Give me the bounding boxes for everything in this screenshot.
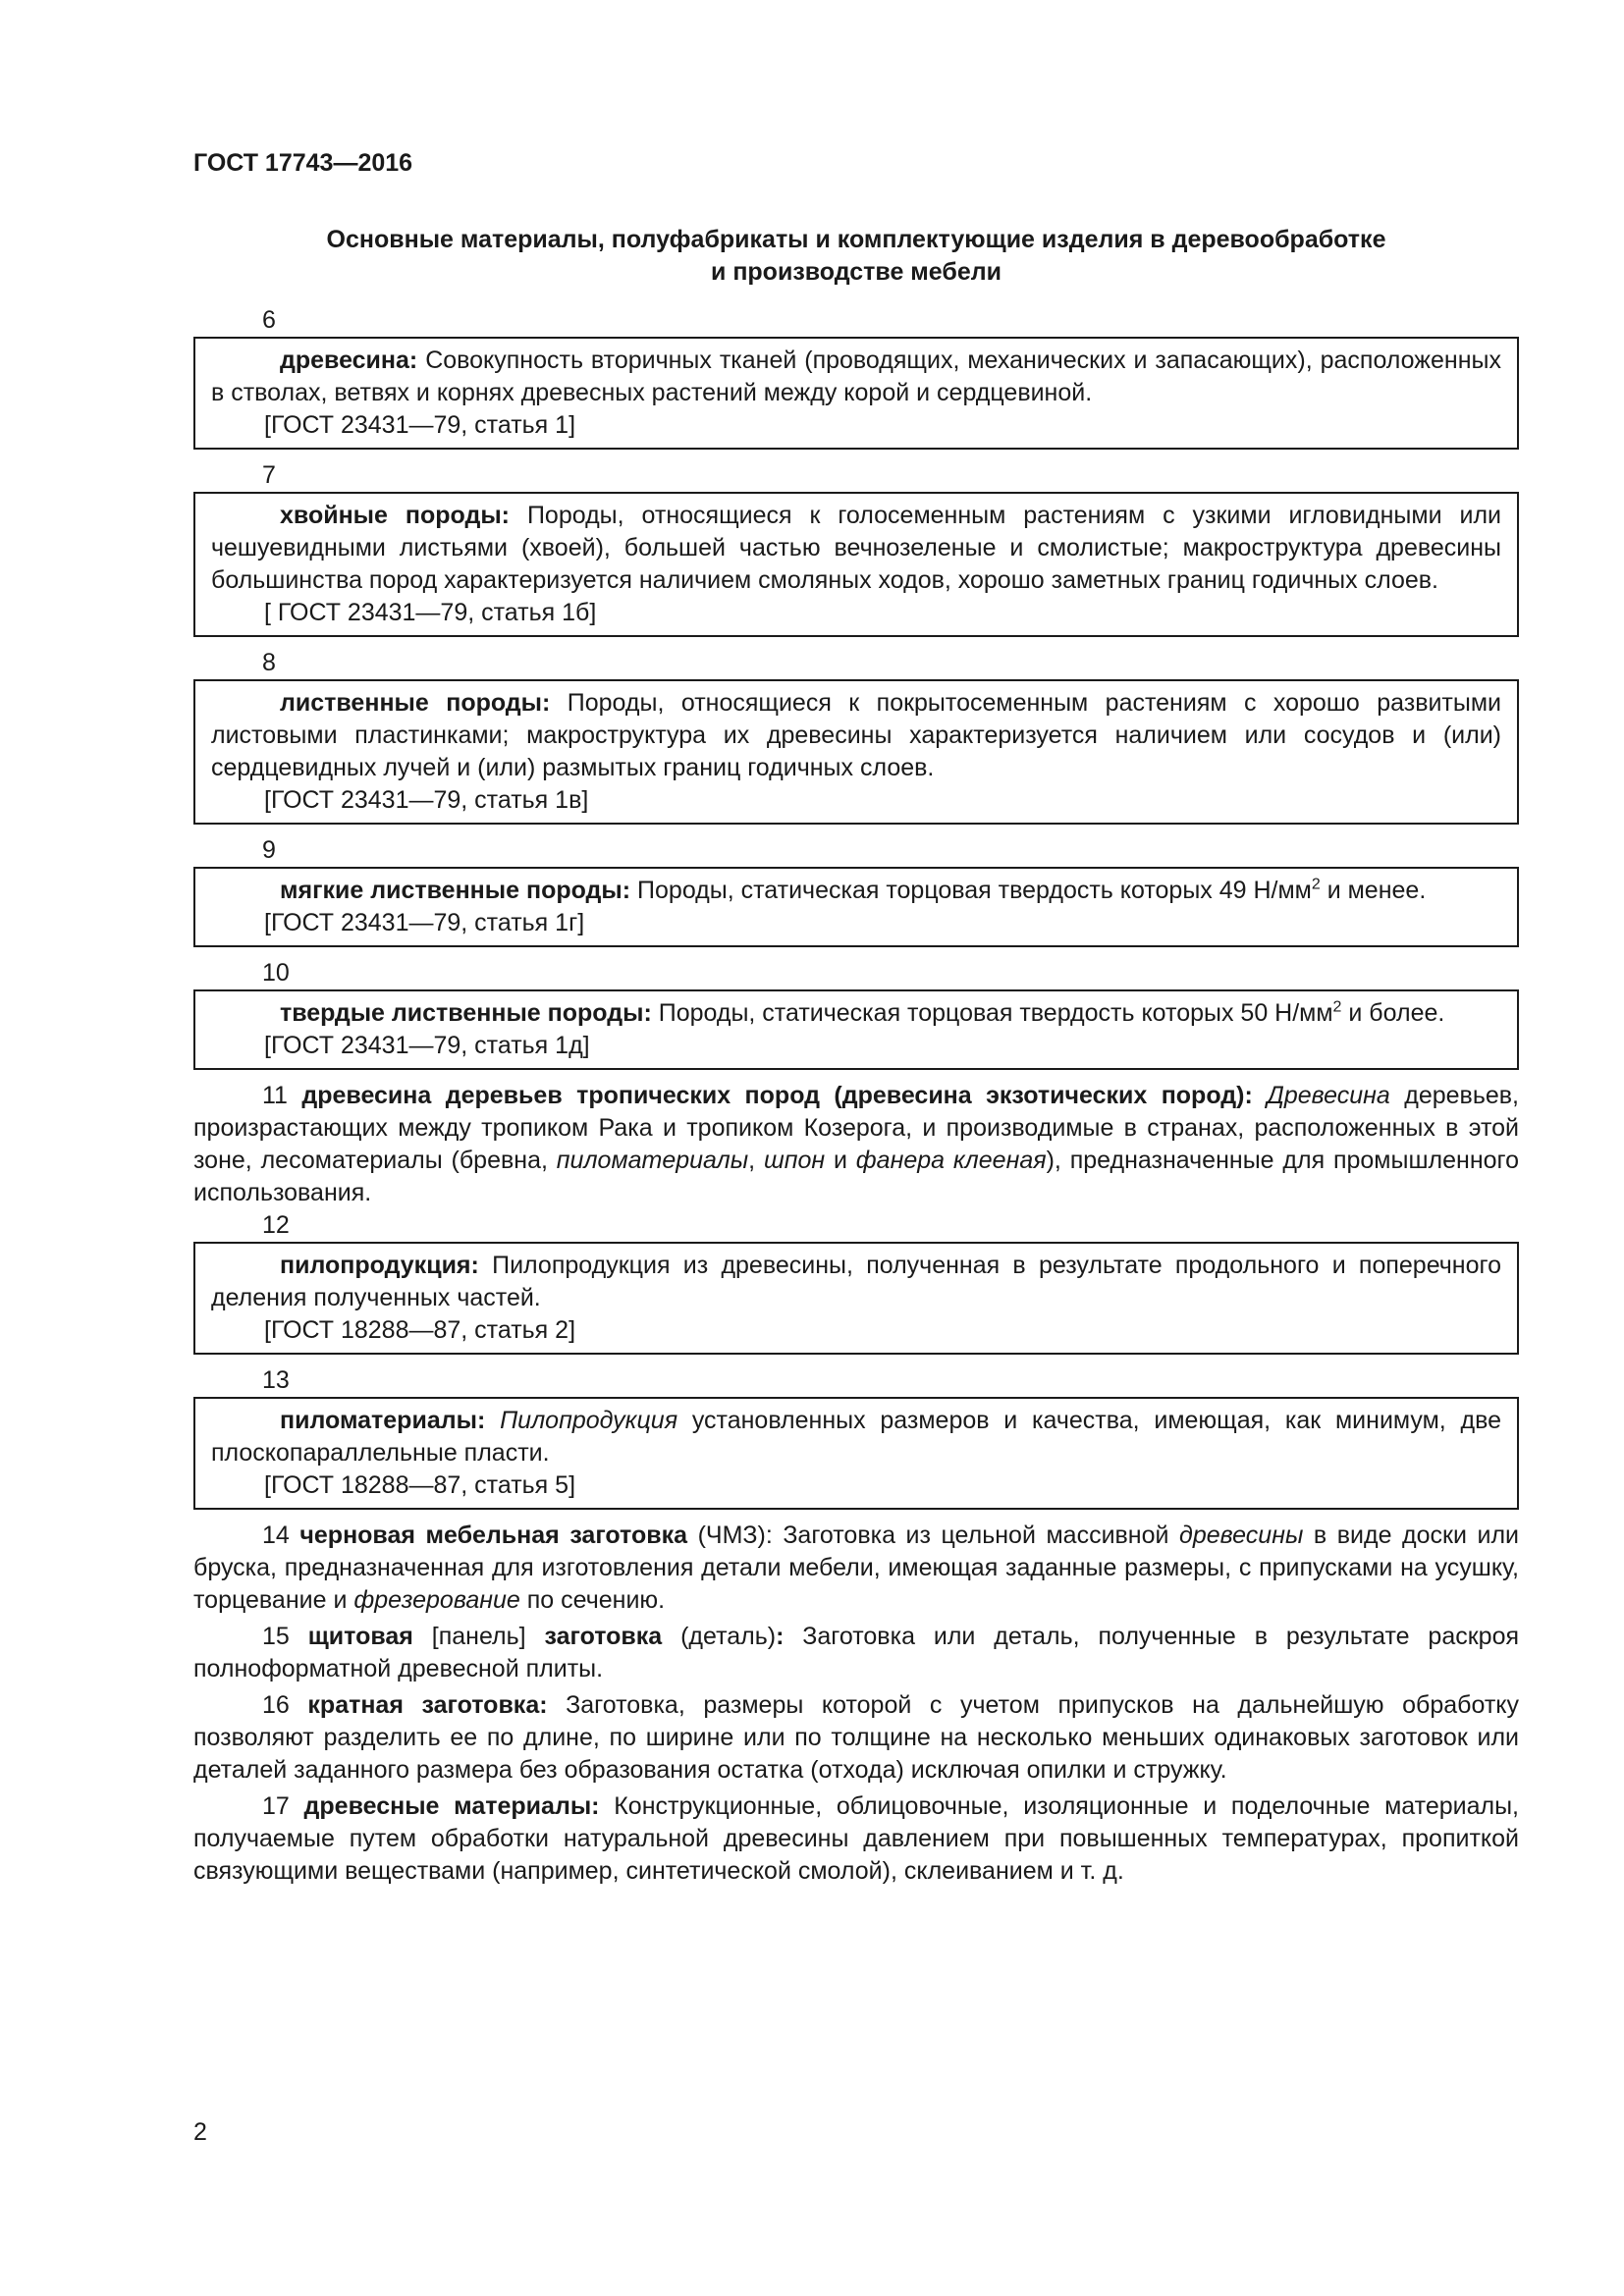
term-box — [193, 337, 1519, 450]
term-name: пиломатериалы: — [280, 1407, 486, 1434]
term-definition: мягкие лиственные породы: Породы, статическая торцовая твердость которых 49 $Н/мм^2$ и менее. — [280, 876, 1427, 904]
term-name: древесина: — [280, 347, 418, 374]
term-name: хвойные породы: — [280, 502, 511, 529]
term-reference: [ ГОСТ 23431—79, статья 1б] — [264, 599, 597, 626]
term-box — [193, 679, 1519, 825]
term-definition: лиственные породы: Породы, относящиеся к покрытосеменным растениям с хорошо развитыми листовыми пластинками; макроструктура их древесины характеризуется наличием или сосудов и (или) сердцевидных лучей и (или) размытых границ годичных слоев. — [211, 689, 1502, 781]
term-reference: [ГОСТ 23431—79, статья 1г] — [264, 909, 585, 936]
term-box — [193, 867, 1519, 947]
term-number: 7 — [262, 461, 276, 489]
document-id: ГОСТ 17743—2016 — [193, 149, 413, 177]
term-number: 15 — [262, 1623, 290, 1650]
term-name: твердые лиственные породы: — [280, 999, 652, 1027]
term-definition: древесина: Совокупность вторичных тканей (проводящих, механических и запасающих), расположенных в стволах, ветвях и корнях древесных растений между корой и сердцевиной. — [211, 347, 1501, 406]
term-number: 8 — [262, 649, 276, 676]
term-paragraph: 17 древесные материалы: Конструкционные, облицовочные, изоляционные и поделочные материалы, получаемые путем обработки натуральной древесины давлением при повышенных температурах, пропиткой связующими веществами (например, синтетической смолой), склеиванием и т. д. — [193, 1792, 1519, 1885]
term-paragraph: 16 кратная заготовка: Заготовка, размеры которой с учетом припусков на дальнейшую обработку позволяют разделить ее по длине, по ширине или по толщине на несколько меньших одинаковых заготовок или деталей заданного размера без образования остатка (отхода) исключая опилки и стружку. — [193, 1691, 1519, 1784]
term-reference: [ГОСТ 18288—87, статья 2] — [264, 1316, 576, 1344]
term-name: лиственные породы: — [280, 689, 551, 717]
term-number: 16 — [262, 1691, 290, 1719]
section-title — [193, 224, 1519, 289]
term-name: древесные материалы: — [303, 1792, 600, 1820]
term-box — [193, 492, 1519, 637]
term-definition: пиломатериалы: Пилопродукция установленных размеров и качества, имеющая, как минимум, две плоскопараллельные пласти. — [211, 1407, 1501, 1467]
term-box — [193, 1397, 1519, 1510]
term-reference: [ГОСТ 23431—79, статья 1] — [264, 411, 576, 439]
term-definition: твердые лиственные породы: Породы, статическая торцовая твердость которых 50 $Н/мм^2$ и более. — [280, 998, 1445, 1027]
term-reference: [ГОСТ 23431—79, статья 1д] — [264, 1032, 590, 1059]
term-paragraph: 11 древесина деревьев тропических пород (древесина экзотических пород): Древесина деревьев, произрастающих между тропиком Рака и тропиком Козерога, и производимые в странах, расположенных в этой зоне, лесоматериалы (бревна, пиломатериалы, шпон и фанера клееная), предназначенные для промышленного использования. — [193, 1082, 1519, 1206]
term-paragraph: 15 щитовая [панель] заготовка (деталь): Заготовка или деталь, полученные в результате раскроя полноформатной древесной плиты. — [193, 1623, 1520, 1682]
term-name: мягкие лиственные породы: — [280, 877, 631, 904]
term-number: 17 — [262, 1792, 290, 1820]
terms-list — [193, 304, 1519, 1888]
term-number: 10 — [262, 959, 290, 987]
term-name: кратная заготовка: — [307, 1691, 548, 1719]
term-reference: [ГОСТ 18288—87, статья 5] — [264, 1471, 576, 1499]
term-reference: [ГОСТ 23431—79, статья 1в] — [264, 786, 589, 814]
term-number: 6 — [262, 306, 276, 334]
term-paragraph: 14 черновая мебельная заготовка (ЧМЗ): Заготовка из цельной массивной древесины в виде доски или бруска, предназначенная для изготовления детали мебели, имеющая заданные размеры, с припусками на усушку, торцевание и фрезерование по сечению. — [193, 1522, 1519, 1614]
term-number: 9 — [262, 836, 276, 864]
section-title-line2: и производстве мебели — [711, 258, 1001, 286]
term-name: черновая мебельная заготовка — [299, 1522, 688, 1549]
term-definition: пилопродукция: Пилопродукция из древесины, полученная в результате продольного и поперечного деления полученных частей. — [211, 1252, 1501, 1311]
term-box — [193, 1242, 1519, 1355]
page-number: 2 — [193, 2118, 207, 2146]
term-number: 13 — [262, 1366, 290, 1394]
section-title-line1: Основные материалы, полуфабрикаты и комплектующие изделия в деревообработке — [326, 226, 1386, 253]
term-name: щитовая — [307, 1623, 413, 1650]
term-definition: хвойные породы: Породы, относящиеся к голосеменным растениям с узкими игловидными или чешуевидными листьями (хвоей), большей частью вечнозеленые и смолистые; макроструктура древесины большинства пород характеризуется наличием смоляных ходов, хорошо заметных границ годичных слоев. — [211, 502, 1501, 594]
term-number: 12 — [262, 1211, 290, 1239]
term-name: древесина деревьев тропических пород (древесина экзотических пород): — [301, 1082, 1253, 1109]
term-name: пилопродукция: — [280, 1252, 479, 1279]
term-box — [193, 989, 1519, 1070]
term-number: 14 — [262, 1522, 290, 1549]
term-number: 11 — [262, 1082, 288, 1109]
